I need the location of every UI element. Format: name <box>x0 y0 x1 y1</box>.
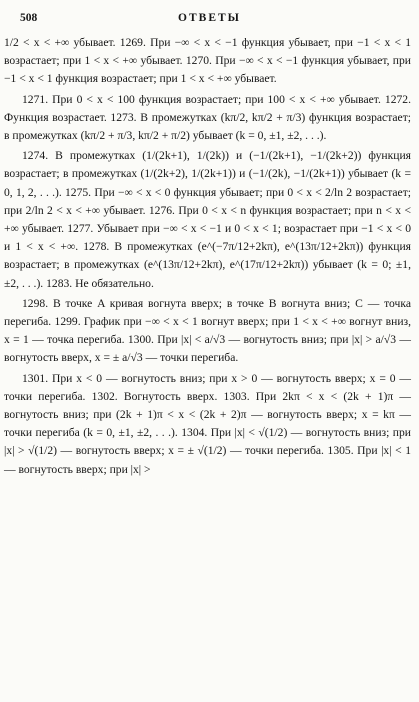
page-header <box>0 6 419 26</box>
answer-paragraph: 1301. При x < 0 — вогнутость вниз; при x > 0 — вогнутость вверх; x = 0 — точки перегиба. 1302. Вогнутость вверх. 1303. При 2kπ < x < (2k + 1)π — вогнутость вниз; при (2k + 1)π < x < (2k + 2)π — вогнутость вверх; x = kπ — точки перегиба (k = 0, ±1, ±2, . . .). 1304. При |x| < √(1/2) — вогнутость вниз; при |x| > √(1/2) — вогнутость вверх; x = ± √(1/2) — точки перегиба. 1305. При |x| < 1 — вогнутость вверх; при |x| > <box>4 371 411 476</box>
answers-text <box>4 34 411 481</box>
answer-paragraph: 1271. При 0 < x < 100 функция возрастает; при 100 < x < +∞ убывает. 1272. Функция возрастает. 1273. В промежутках (kπ/2, kπ/2 + π/3) функция возрастает; в промежутках (kπ/2 + π/3, kπ/2 + π/2) убывает (k = 0, ±1, ±2, . . .). <box>4 92 411 143</box>
answer-paragraph: 1274. В промежутках (1/(2k+1), 1/(2k)) и (−1/(2k+1), −1/(2k+2)) функция возрастает; в промежутках (1/(2k+2), 1/(2k+1)) и (−1/(2k), −1/(2k+1)) убывает (k = 0, 1, 2, . . .). 1275. При −∞ < x < 0 функция убывает; при 0 < x < 2/ln 2 возрастает; при 2/ln 2 < x < +∞ убывает. 1276. При 0 < x < n функция возрастает; при n < x < +∞ убывает. 1277. Убывает при −∞ < x < −1 и 0 < x < 1; возрастает при −1 < x < 0 и 1 < x < +∞. 1278. В промежутках (e^(−7π/12+2kπ), e^(13π/12+2kπ)) функция возрастает; в промежутках (e^(13π/12+2kπ), e^(17π/12+2kπ)) убывает (k = 0; ±1, ±2, . . .). 1283. Не обязательно. <box>4 149 411 290</box>
page-number: 508 <box>20 12 38 24</box>
running-title: ОТВЕТЫ <box>178 12 241 24</box>
answer-paragraph: 1/2 < x < +∞ убывает. 1269. При −∞ < x < −1 функция убывает, при −1 < x < 1 возрастает; при 1 < x < +∞ убывает. 1270. При −∞ < x < −1 функция убывает, при −1 < x < 1 функция возрастает; при 1 < x < +∞ убывает. <box>4 36 411 86</box>
answer-paragraph: 1298. В точке A кривая вогнута вверх; в точке B вогнута вниз; C — точка перегиба. 1299. График при −∞ < x < 1 вогнут вверх; при 1 < x < +∞ вогнут вниз, x = 1 — точка перегиба. 1300. При |x| < a/√3 — вогнутость вниз; при |x| > a/√3 — вогнутость вверх, x = ± a/√3 — точки перегиба. <box>4 296 411 365</box>
